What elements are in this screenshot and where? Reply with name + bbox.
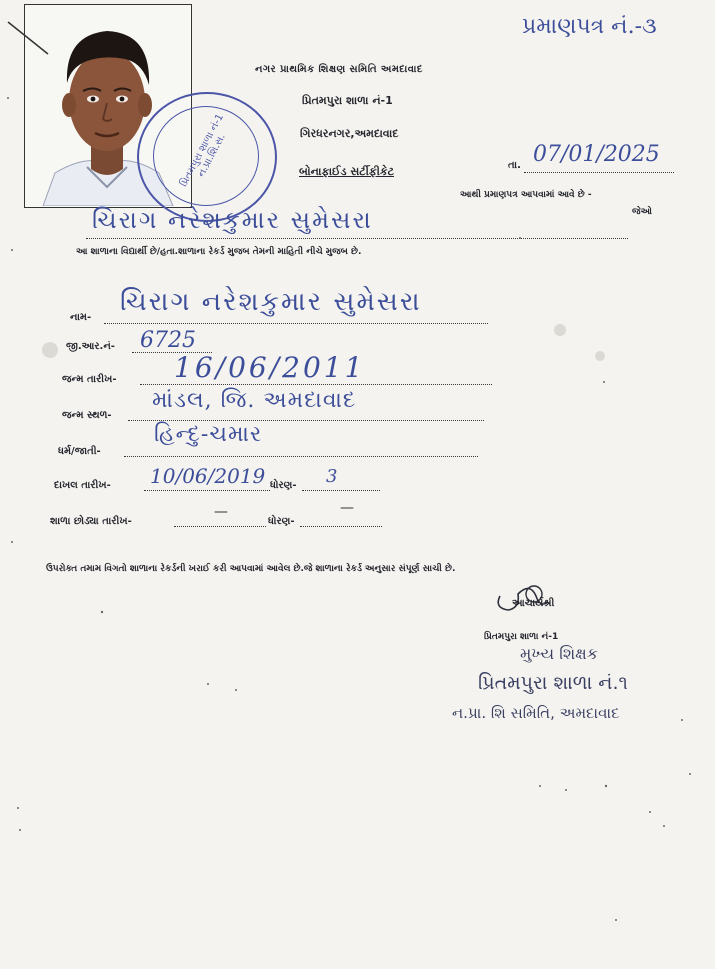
intro-lead: આથી પ્રમાણપત્ર આપવામાં આવે છે -: [460, 190, 592, 200]
intro-suffix: જેઓ: [632, 207, 652, 217]
dob-value: 16/06/2011: [174, 351, 366, 384]
certificate-title: બોનાફાઈડ સર્ટીફીકેટ: [299, 165, 395, 178]
admission-label: દાખલ તારીખ-: [54, 480, 111, 491]
stamp-name: પ્રિતમપુરા શાળા નં.૧: [478, 672, 628, 694]
stamp-role: મુખ્ય શિક્ષક: [520, 644, 599, 663]
gr-value: 6725: [140, 328, 196, 353]
header-address: ગિરધરનગર,અમદાવાદ: [300, 127, 399, 140]
intro-student-name: ચિરાગ નરેશકુમાર સુમેસરા: [92, 206, 373, 234]
seal-text: પ્રિતમપુરા શાળા નં-1 ન.પ્રા.શિ.સ.: [178, 112, 228, 189]
leaving-std-value: —: [340, 500, 354, 516]
dob-label: જન્મ તારીખ-: [62, 374, 117, 385]
header-school: પ્રિતમપુરા શાળા નં-1: [302, 94, 393, 107]
admission-value: 10/06/2019: [150, 464, 266, 488]
stamp-school: પ્રિતમપુરા શાળા નં-1: [484, 632, 559, 642]
leaving-value: —: [214, 504, 228, 520]
gr-label: જી.આર.નં-: [66, 341, 115, 352]
birthplace-label: જન્મ સ્થળ-: [62, 410, 112, 421]
name-label: નામ-: [70, 312, 92, 323]
std-value: 3: [326, 466, 338, 487]
religion-label: ધર્મ/જાતી-: [58, 446, 101, 457]
std-label: ધોરણ-: [270, 480, 297, 491]
name-value: ચિરાગ નરેશકુમાર સુમેસરા: [120, 287, 422, 317]
certificate-ref: પ્રમાણપત્ર નં.-૩: [522, 14, 657, 39]
intro-line2: આ શાળાના વિદ્યાર્થી છે/હતા.શાળાના રેકર્ડ મુજબ તેમની માહિતી નીચે મુજબ છે.: [76, 247, 362, 257]
date-prefix: તા.: [508, 160, 521, 171]
header-org: નગર પ્રાથમિક શિક્ષણ સમિતિ અમદાવાદ: [255, 64, 423, 75]
religion-value: હિન્દુ-ચમાર: [154, 422, 263, 447]
stamp-org: ન.પ્રા. શિ સમિતિ, અમદાવાદ: [452, 704, 620, 722]
leaving-label: શાળા છોડ્યા તારીખ-: [50, 516, 132, 527]
signature-label: આચાર્યશ્રી: [512, 598, 555, 609]
birthplace-value: માંડલ, જિ. અમદાવાદ: [152, 388, 357, 413]
leaving-std-label: ધોરણ-: [268, 516, 295, 527]
issue-date: 07/01/2025: [533, 142, 660, 167]
footer-statement: ઉપરોક્ત તમામ વિગતો શાળાના રેકર્ડની ખરાઈ કરી આપવામાં આવેલ છે.જે શાળાના રેકર્ડ અનુસાર સંપૂર્ણ સાચી છે.: [46, 564, 456, 574]
